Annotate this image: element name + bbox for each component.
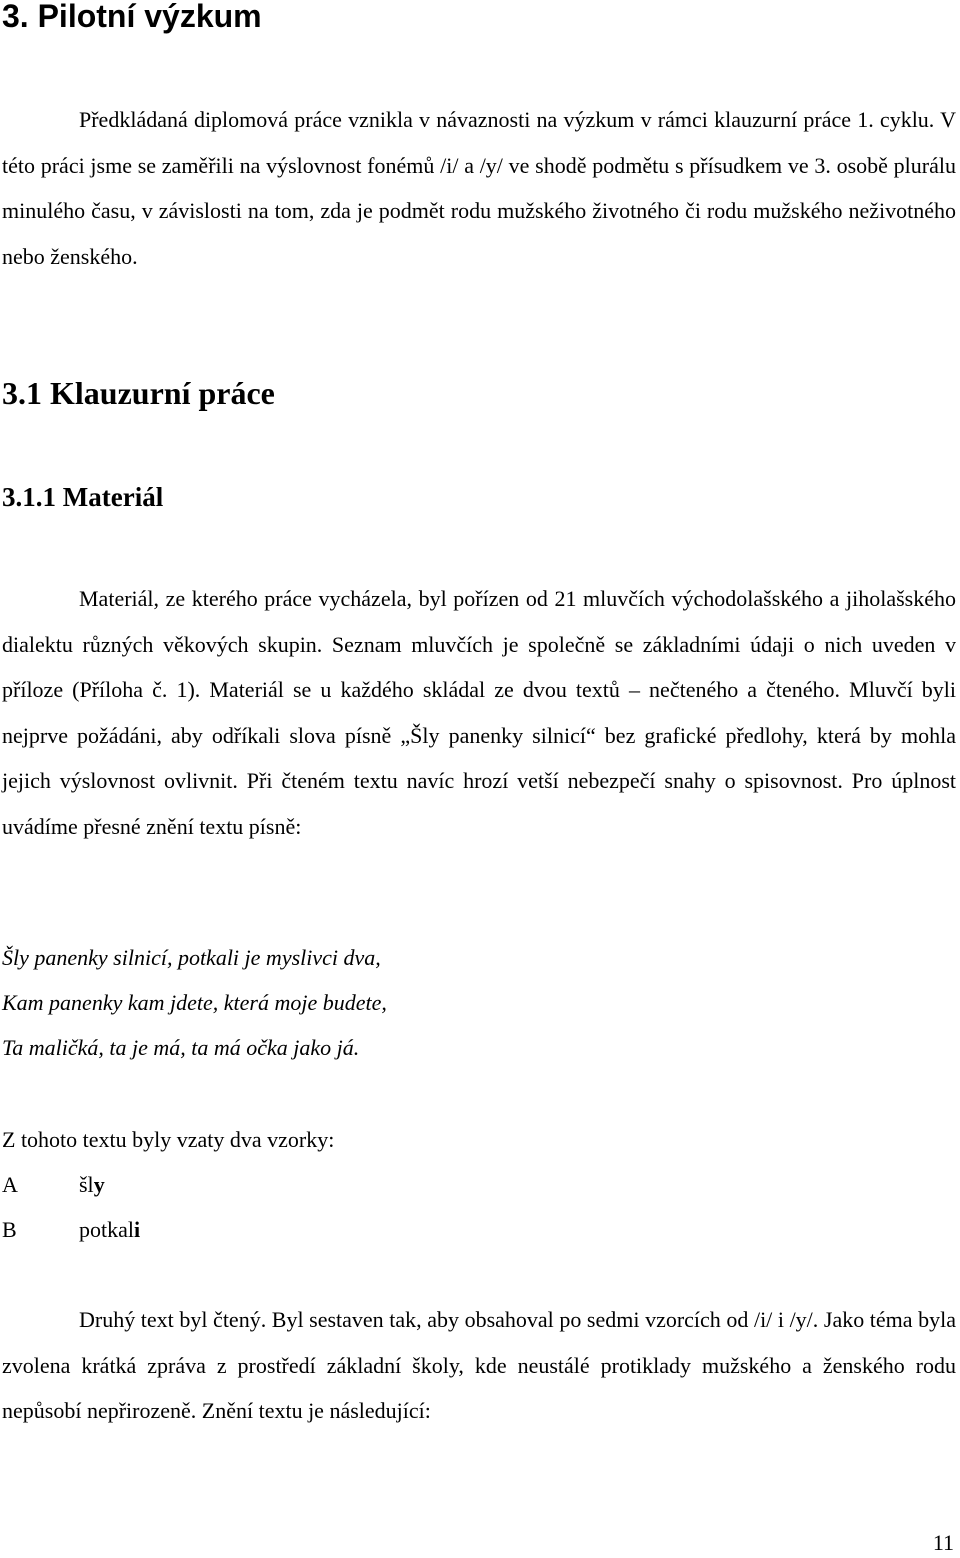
sample-item	[2, 1207, 140, 1252]
subsection-title: 3.1.1 Materiál	[2, 482, 164, 512]
sample-item	[2, 1162, 140, 1207]
sample-word-stem: potkal	[79, 1217, 134, 1242]
material-paragraph: Materiál, ze kterého práce vycházela, byl pořízen od 21 mluvčích východolašského a jiholašského dialektu různých věkových skupin. Seznam mluvčích je společně se základními údaji o nich uveden v příloze (Příloha č. 1). Materiál se u každého skládal ze dvou textů – nečteného a čteného. Mluvčí byli nejprve požádáni, aby odříkali slova písně „Šly panenky silnicí“ bez grafické předlohy, která by mohla jejich výslovnost ovlivnit. Při čteném textu navíc hrozí vetší nebezpečí snahy o spisovnost. Pro úplnost uvádíme přesné znění textu písně:	[2, 586, 956, 839]
song-lyrics	[2, 935, 387, 1070]
sample-word	[79, 1207, 140, 1252]
sample-word-vowel: y	[93, 1172, 105, 1197]
sample-word-stem: šl	[79, 1172, 94, 1197]
section-title: 3.1 Klauzurní práce	[2, 375, 275, 411]
sample-letter: B	[2, 1217, 17, 1242]
song-line: Ta maličká, ta je má, ta má očka jako já.	[2, 1035, 360, 1060]
sample-word-vowel: i	[134, 1217, 141, 1242]
sample-word	[79, 1162, 105, 1207]
read-text-paragraph: Druhý text byl čtený. Byl sestaven tak, aby obsahoval po sedmi vzorcích od /i/ i /y/. Jako téma byla zvolena krátká zpráva z prostředí základní školy, kde neustálé protiklady mužského a ženského rodu nepůsobí nepřirozeně. Znění textu je následující:	[2, 1307, 956, 1423]
samples-list	[2, 1162, 140, 1252]
page-number: 11	[932, 1530, 954, 1555]
song-line: Šly panenky silnicí, potkali je myslivci dva,	[2, 945, 381, 970]
intro-paragraph: Předkládaná diplomová práce vznikla v návaznosti na výzkum v rámci klauzurní práce 1. cyklu. V této práci jsme se zaměřili na výslovnost fonémů /i/ a /y/ ve shodě podmětu s přísudkem ve 3. osobě plurálu minulého času, v závislosti na tom, zda je podmět rodu mužského životného či rodu mužského neživotného nebo ženského.	[2, 107, 956, 269]
chapter-title: 3. Pilotní výzkum	[2, 0, 262, 34]
samples-intro: Z tohoto textu byly vzaty dva vzorky:	[2, 1127, 335, 1152]
song-line: Kam panenky kam jdete, která moje budete,	[2, 990, 387, 1015]
sample-letter: A	[2, 1172, 18, 1197]
